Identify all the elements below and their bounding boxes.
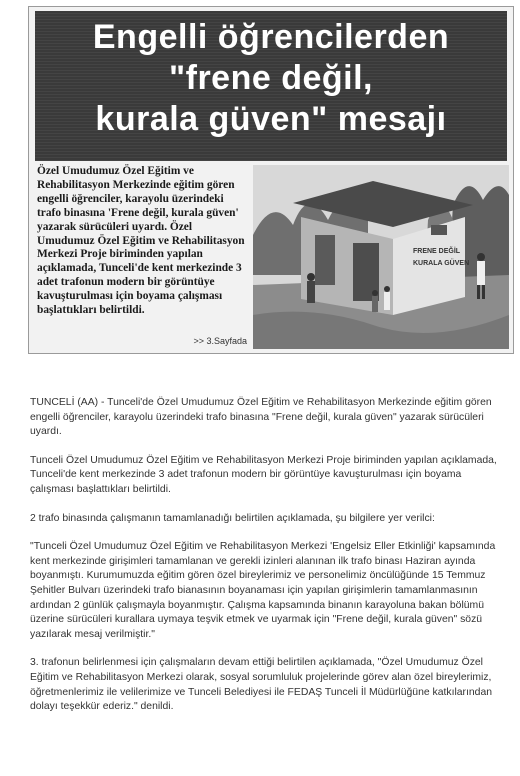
article-paragraph: Tunceli Özel Umudumuz Özel Eğitim ve Rehabilitasyon Merkezi Proje biriminden yapılan açıklamada, Tunceli'de kent merkezinde 3 adet trafonun modern bir görüntüye kavuşturulması için boyama çalışması başlattıkları belirtildi. bbox=[30, 454, 497, 495]
article-paragraph: 3. trafonun belirlenmesi için çalışmaların devam ettiği belirtilen açıklamada, "Özel Umudumuz Özel Eğitim ve Rehabilitasyon Merkezi olarak, sosyal sorumluluk projelerinde görev alan özel bireylerimiz, öğretmenlerimiz ile velilerimize ve Tunceli Belediyesi ile FEDAŞ Tunceli İl Müdürlüğüne katkılarından dolayı teşekkür ederiz." denildi. bbox=[30, 657, 493, 713]
photo-caption bbox=[37, 165, 247, 353]
transformer-building-photo bbox=[253, 165, 509, 349]
news-photo bbox=[253, 165, 509, 349]
article-paragraph: TUNCELİ (AA) - Tunceli'de Özel Umudumuz Özel Eğitim ve Rehabilitasyon Merkezinde eğitim gören engelli öğrenciler, karayolu üzerindeki trafo binasına "Frene değil, kurala güven" yazarak sürücüleri uyardı. bbox=[30, 397, 492, 438]
headline-line: kurala güven" mesajı bbox=[95, 100, 447, 138]
caption-text: Özel Umudumuz Özel Eğitim ve Rehabilitasyon Merkezinde eğitim gören engelli öğrenciler, karayolu üzerindeki trafo binasına 'Frene değil, kurala güven' yazarak sürücüleri uyardı. Özel Umudumuz Özel Eğitim ve Rehabilitasyon Merkezi Proje biriminden yapılan açıklamada, Tunceli'de kent merkezinde 3 adet trafonun modern bir görüntüye kavuşturulması için boyama çalışması başlattıkları belirtildi. bbox=[37, 165, 245, 317]
article-body bbox=[30, 396, 508, 729]
headline-line: Engelli öğrencilerden bbox=[92, 18, 450, 56]
sign-line: KURALA GÜVEN bbox=[413, 260, 470, 267]
headline bbox=[35, 17, 507, 140]
page-reference: >> 3.Sayfada bbox=[193, 336, 247, 347]
headline-line: "frene değil, bbox=[169, 59, 373, 97]
article-paragraph: "Tunceli Özel Umudumuz Özel Eğitim ve Rehabilitasyon Merkezi 'Engelsiz Eller Etkinliği' kapsamında kent merkezinde girişimleri tamamlanan ve gerekli izinleri alanınan ilk trafo binası Haziran ayında boyanmıştı. Kurumumuzda eğitim gören özel bireylerimiz ve personelimiz öncülüğünde 15 Temmuz Şehitler Bulvarı üzerindeki trafo bianasının boyanaması için yapılan girişimlerin tamamlanmasının ardından 2 günlük çalışmayla boyanmıştır. Çalışma kapsamında binanın karayoluna bakan bölümü üzerine sürücüleri kurallara uymaya teşvik etmek ve uyarmak için "Frene değil, kurala güven" sözü yazılarak mesaj verilmiştir." bbox=[30, 541, 496, 640]
newspaper-clipping bbox=[28, 6, 514, 354]
article-paragraph: 2 trafo binasında çalışmanın tamamlanadığı belirtilen açıklamada, şu bilgilere yer verilci: bbox=[30, 512, 435, 524]
headline-banner bbox=[35, 11, 507, 161]
sign-line: FRENE DEĞİL bbox=[413, 248, 461, 255]
